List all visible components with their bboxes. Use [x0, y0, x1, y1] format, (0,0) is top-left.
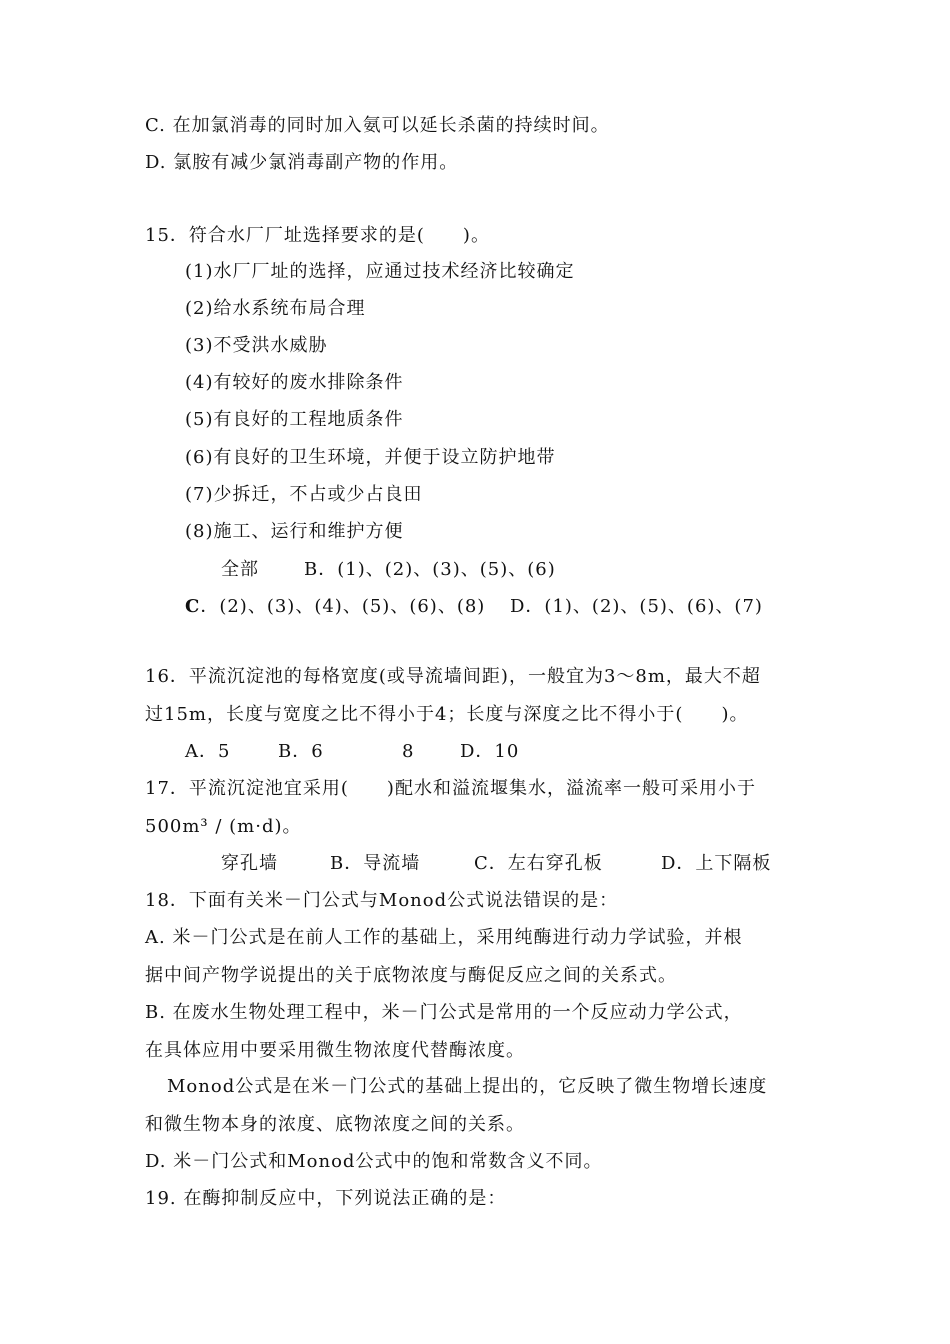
q17-option-b: B．导流墙	[330, 853, 421, 874]
q15-item-4: (4)有较好的废水排除条件	[185, 372, 404, 393]
q17-stem-line-2: 500m³ / (m·d)。	[145, 816, 302, 837]
q14-option-c: C. 在加氯消毒的同时加入氨可以延长杀菌的持续时间。	[145, 115, 610, 136]
q18-option-d: D. 米－门公式和Monod公式中的饱和常数含义不同。	[145, 1151, 603, 1172]
q15-option-c-text: ．(2)、(3)、(4)、(5)、(6)、(8)	[200, 596, 486, 617]
q15-option-b: B．(1)、(2)、(3)、(5)、(6)	[304, 559, 556, 580]
q19-stem: 19. 在酶抑制反应中，下列说法正确的是：	[145, 1188, 507, 1209]
q15-item-2: (2)给水系统布局合理	[185, 298, 366, 319]
q15-item-3: (3)不受洪水威胁	[185, 335, 328, 356]
q18-option-c-line-2: 和微生物本身的浓度、底物浓度之间的关系。	[145, 1114, 525, 1135]
q16-stem-line-2: 过15m，长度与宽度之比不得小于4；长度与深度之比不得小于( )。	[145, 704, 749, 725]
q15-item-1: (1)水厂厂址的选择，应通过技术经济比较确定	[185, 261, 575, 282]
q16-option-b: B．6	[278, 741, 324, 762]
q15-stem: 15．符合水厂厂址选择要求的是( )。	[145, 225, 490, 246]
q17-option-d: D．上下隔板	[661, 853, 772, 874]
q15-option-d: D．(1)、(2)、(5)、(6)、(7)	[510, 596, 763, 617]
q15-item-5: (5)有良好的工程地质条件	[185, 409, 404, 430]
q18-option-c-line-1: Monod公式是在米－门公式的基础上提出的，它反映了微生物增长速度	[167, 1076, 768, 1097]
q16-stem-line-1: 16．平流沉淀池的每格宽度(或导流墙间距)，一般宜为3～8m，最大不超	[145, 666, 761, 687]
q16-option-a: A．5	[185, 741, 231, 762]
q15-item-8: (8)施工、运行和维护方便	[185, 521, 404, 542]
q15-option-a: 全部	[221, 559, 259, 580]
q18-option-b-line-2: 在具体应用中要采用微生物浓度代替酶浓度。	[145, 1040, 525, 1061]
q18-option-b-line-1: B. 在废水生物处理工程中，米－门公式是常用的一个反应动力学公式，	[145, 1002, 743, 1023]
q17-option-c: C．左右穿孔板	[474, 853, 603, 874]
q16-option-c: 8	[402, 741, 415, 762]
q18-option-a-line-2: 据中间产物学说提出的关于底物浓度与酶促反应之间的关系式。	[145, 965, 677, 986]
q15-option-c-letter: C	[185, 596, 201, 617]
q18-stem: 18．下面有关米－门公式与Monod公式说法错误的是：	[145, 890, 619, 911]
q18-option-a-line-1: A. 米－门公式是在前人工作的基础上，采用纯酶进行动力学试验，并根	[145, 927, 743, 948]
q14-option-d: D. 氯胺有减少氯消毒副产物的作用。	[145, 152, 459, 173]
q17-stem-line-1: 17．平流沉淀池宜采用( )配水和溢流堰集水，溢流率一般可采用小于	[145, 778, 756, 799]
q15-option-c	[185, 595, 485, 619]
q17-option-a: 穿孔墙	[221, 853, 278, 874]
q15-item-7: (7)少拆迁，不占或少占良田	[185, 484, 423, 505]
q15-item-6: (6)有良好的卫生环境，并便于设立防护地带	[185, 447, 556, 468]
q16-option-d: D．10	[460, 741, 520, 762]
